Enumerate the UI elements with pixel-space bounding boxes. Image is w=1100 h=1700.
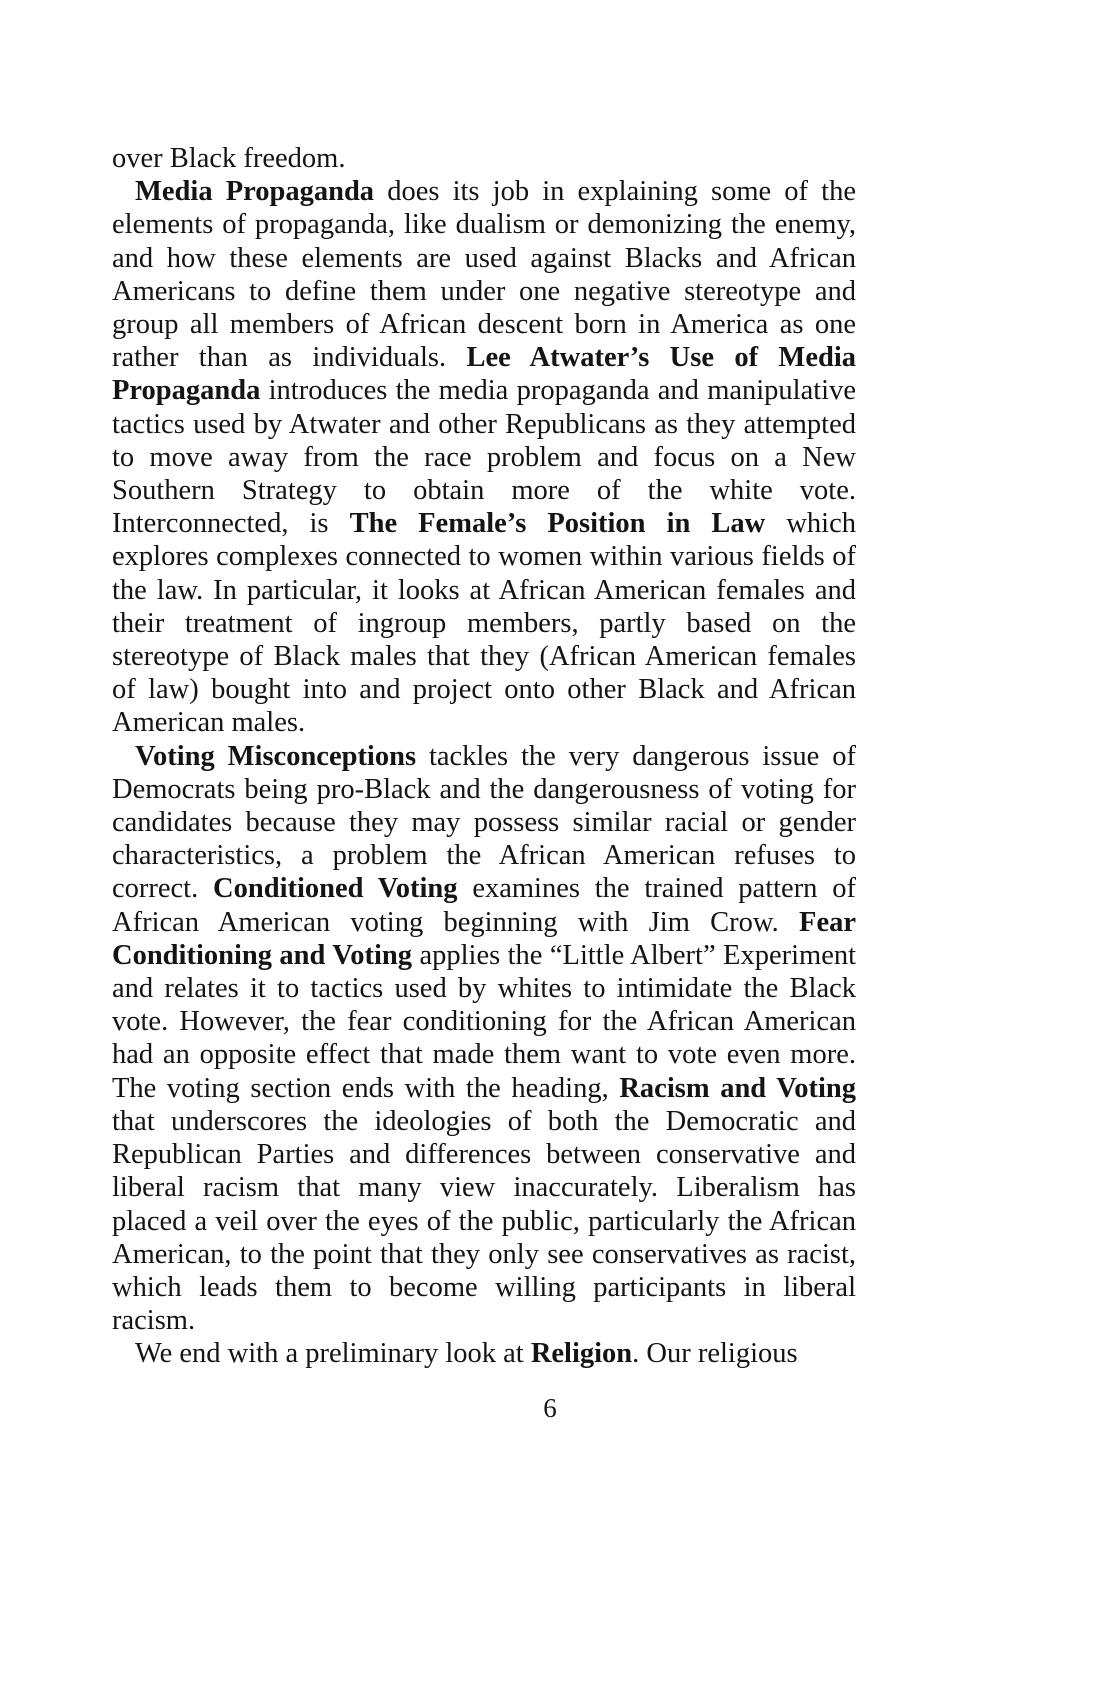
inline-section-heading: Racism and Voting [619,1072,856,1104]
inline-section-heading: Conditioned Voting [213,873,458,905]
inline-section-heading: The Female’s Position in Law [349,508,766,540]
inline-section-heading: Religion [530,1338,633,1370]
inline-section-heading: Media Propaganda [135,176,375,208]
para-religion: We end with a preliminary look at Religion. Our religious [135,1338,798,1370]
inline-section-heading: Lee Atwater’s Use of Media Propaganda [112,342,856,407]
inline-section-heading: Fear Conditioning and Voting [112,906,856,971]
page-number: 6 [543,1393,557,1423]
inline-section-heading: Voting Misconceptions [135,740,417,772]
para-media-propaganda: Media Propaganda does its job in explaining some of the elements of propaganda, like dualism or demonizing the enemy, and how these elements are used against Blacks and African Americans to define them under one negative stereotype and group all members of African descent born in America as one rather than as individuals. Lee Atwater’s Use of Media Propaganda introduces the media propaganda and manipulative tactics used by Atwater and other Republicans as they attempted to move away from the race problem and focus on a New Southern Strategy to obtain more of the white vote. Interconnected, is The Female’s Position in Law which explores complexes connected to women within various fields of the law. In particular, it looks at African American females and their treatment of ingroup members, partly based on the stereotype of Black males that they (African American females of law) bought into and project onto other Black and African American males. [112,176,856,739]
para-over-black-freedom: over Black freedom. [112,143,346,174]
body-text-block [112,142,856,1371]
para-voting-misconceptions: Voting Misconceptions tackles the very dangerous issue of Democrats being pro-Black and the dangerousness of voting for candidates because they may possess similar racial or gender characteristics, a problem the African American refuses to correct. Conditioned Voting examines the trained pattern of African American voting beginning with Jim Crow. Fear Conditioning and Voting applies the “Little Albert” Experiment and relates it to tactics used by whites to intimidate the Black vote. However, the fear conditioning for the African American had an opposite effect that made them want to vote even more. The voting section ends with the heading, Racism and Voting that underscores the ideologies of both the Democratic and Republican Parties and differences between conservative and liberal racism that many view inaccurately. Liberalism has placed a veil over the eyes of the public, particularly the African American, to the point that they only see conservatives as racist, which leads them to become willing participants in liberal racism. [112,740,857,1337]
